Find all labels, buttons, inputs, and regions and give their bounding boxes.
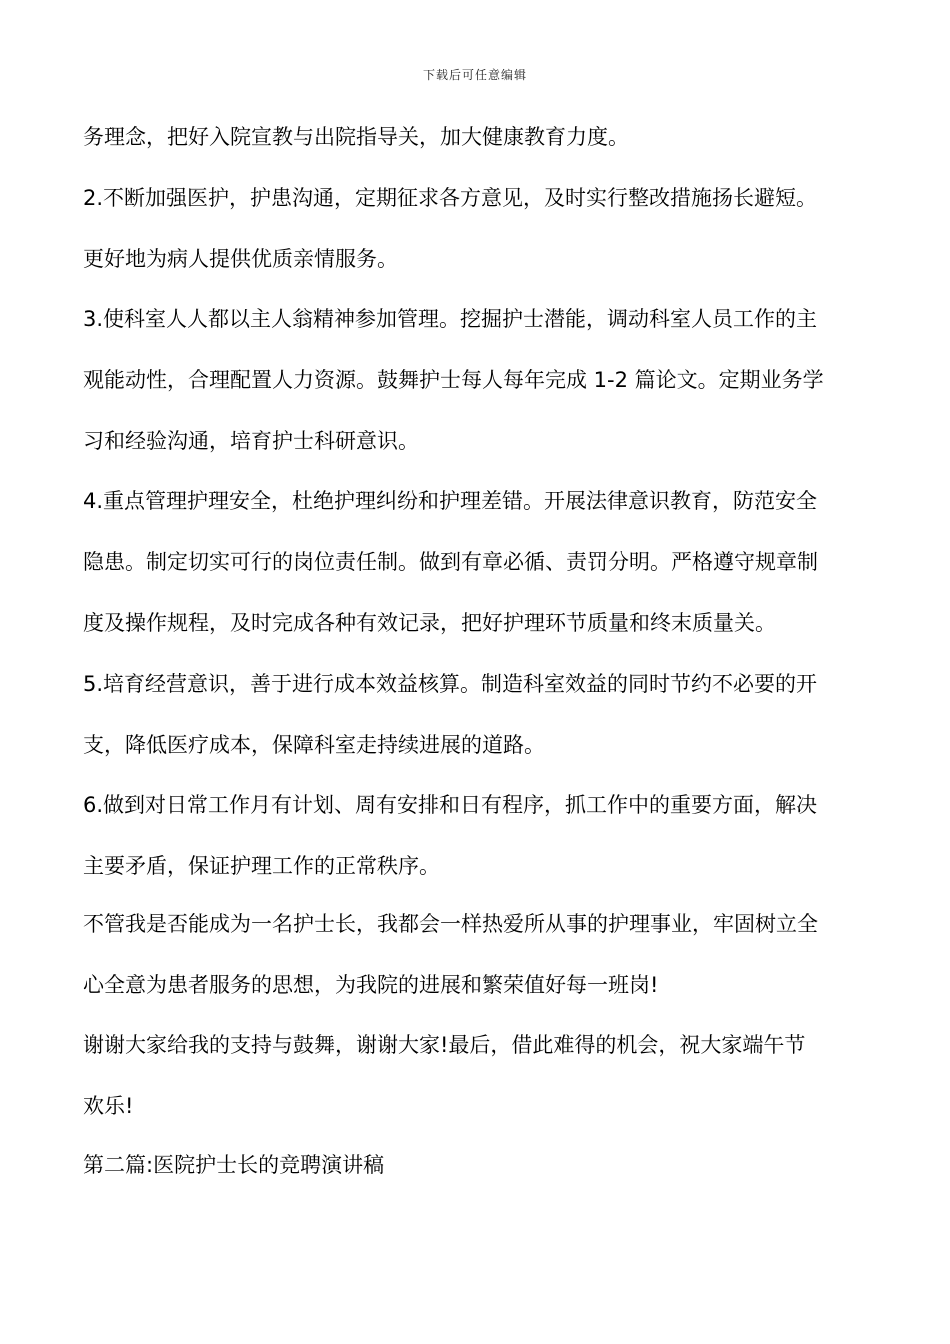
text-line: 隐患。制定切实可行的岗位责任制。做到有章必循、责罚分明。严格遵守规章制 — [83, 550, 818, 574]
text-line: 务理念，把好入院宣教与出院指导关，加大健康教育力度。 — [83, 125, 629, 149]
text-line: 3.使科室人人都以主人翁精神参加管理。挖掘护士潜能，调动科室人员工作的主 — [83, 307, 818, 331]
text-line: 习和经验沟通，培育护士科研意识。 — [83, 429, 419, 453]
text-line: 不管我是否能成为一名护士长，我都会一样热爱所从事的护理事业，牢固树立全 — [83, 912, 818, 936]
text-line: 欢乐! — [83, 1094, 134, 1118]
text-line: 6.做到对日常工作月有计划、周有安排和日有程序，抓工作中的重要方面，解决 — [83, 793, 818, 817]
text-line: 心全意为患者服务的思想，为我院的进展和繁荣值好每一班岗! — [83, 973, 659, 997]
text-line: 4.重点管理护理安全，杜绝护理纠纷和护理差错。开展法律意识教育，防范安全 — [83, 489, 818, 513]
text-line: 度及操作规程，及时完成各种有效记录，把好护理环节质量和终末质量关。 — [83, 611, 776, 635]
text-line: 支，降低医疗成本，保障科室走持续进展的道路。 — [83, 733, 545, 757]
header-note: 下载后可任意编辑 — [422, 68, 527, 82]
text-line: 5.培育经营意识，善于进行成本效益核算。制造科室效益的同时节约不必要的开 — [83, 672, 818, 696]
text-line: 谢谢大家给我的支持与鼓舞，谢谢大家!最后，借此难得的机会，祝大家端午节 — [83, 1033, 806, 1057]
text-line: 观能动性，合理配置人力资源。鼓舞护士每人每年完成 1-2 篇论文。定期业务学 — [83, 368, 824, 392]
text-line: 更好地为病人提供优质亲情服务。 — [83, 247, 398, 271]
text-line: 主要矛盾，保证护理工作的正常秩序。 — [83, 854, 440, 878]
text-line: 2.不断加强医护，护患沟通，定期征求各方意见，及时实行整改措施扬长避短。 — [83, 186, 818, 210]
section-heading: 第二篇:医院护士长的竞聘演讲稿 — [83, 1153, 385, 1177]
